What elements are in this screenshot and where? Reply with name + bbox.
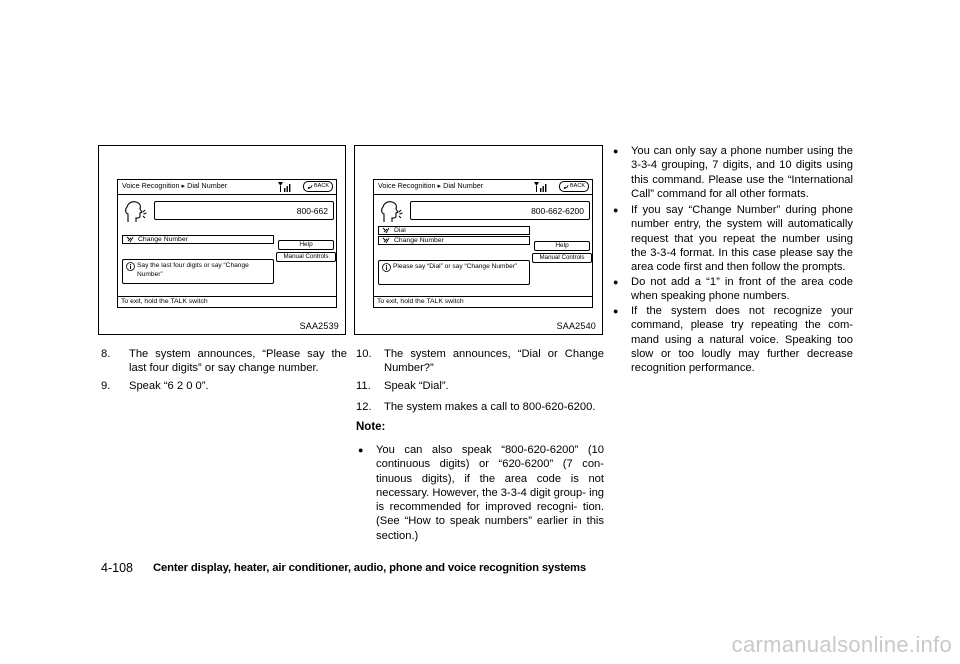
back-label: BACK — [314, 183, 329, 189]
speaking-head-icon — [124, 200, 150, 224]
back-button[interactable] — [303, 181, 333, 192]
step-text: The system announces, “Please say the last four digits” or say change number. — [129, 348, 347, 375]
bullet-text: If you say “Change Number” during phone number entry, the system will automatically request that you repeat the number using the 3-3-4 format. In this case please say the area code first and then follow the prompts. — [631, 204, 853, 274]
voice-command-icon — [382, 227, 391, 234]
note-label: Note: — [356, 421, 386, 433]
prompt-box — [122, 259, 274, 284]
voice-recognition-screen — [373, 179, 593, 308]
dialed-number: 800-662 — [296, 206, 328, 216]
voice-recognition-screen — [117, 179, 337, 308]
info-icon — [126, 262, 135, 271]
screen-title: Voice Recognition ▸ Dial Number — [122, 181, 228, 190]
figure-code: SAA2539 — [299, 321, 339, 331]
bullet-text: You can also speak “800-620-6200” (10 continuous digits) or “620-6200” (7 con- tinuous digits), if the area code is not necessary. However, the 3-3-4 digit group- ing is recommended for improved recogni- tion. (See “How to speak numbers” earlier in this section.) — [376, 444, 605, 542]
menu-item-change-number[interactable] — [378, 236, 530, 245]
bullet-dot: ● — [613, 146, 619, 156]
step-text: The system makes a call to 800-620-6200. — [384, 401, 596, 413]
back-arrow-icon — [563, 184, 569, 189]
manual-controls-button[interactable]: Manual Controls — [276, 252, 336, 262]
step-8 — [101, 347, 347, 377]
menu-item-change-number[interactable] — [122, 235, 274, 244]
prompt-box — [378, 260, 530, 285]
screen-header — [374, 180, 592, 195]
help-button[interactable]: Help — [534, 241, 590, 251]
info-icon — [382, 263, 391, 272]
figure-dial-number-complete — [354, 145, 603, 335]
prompt-text: Please say “Dial” or say “Change Number” — [393, 263, 518, 270]
step-11 — [356, 379, 604, 395]
step-9 — [101, 379, 347, 395]
figure-code: SAA2540 — [556, 321, 596, 331]
help-button[interactable]: Help — [278, 240, 334, 250]
bullet-dot: ● — [613, 277, 619, 287]
manual-controls-button[interactable]: Manual Controls — [532, 253, 592, 263]
exit-instruction: To exit, hold the TALK switch — [118, 296, 336, 307]
step-10 — [356, 347, 604, 377]
number-display — [410, 201, 590, 220]
voice-command-icon — [382, 237, 391, 244]
menu-item-label: Change Number — [138, 236, 188, 243]
step-number: 10. — [356, 348, 372, 360]
step-text: Speak “Dial”. — [384, 380, 449, 392]
back-arrow-icon — [307, 184, 313, 189]
step-text: Speak “6 2 0 0”. — [129, 380, 209, 392]
number-display — [154, 201, 334, 220]
bullet-dot: ● — [613, 205, 619, 215]
bullet-text: You can only say a phone number using the 3-3-4 grouping, 7 digits, and 10 digits using this command. Please use the “International Call” command for all other formats. — [631, 145, 853, 200]
bullet-text: If the system does not recognize your command, please try repeating the com- mand using a natural voice. Speaking too slow or too loudly may further decrease recognition performance. — [631, 305, 853, 375]
chapter-title: Center display, heater, air conditioner, audio, phone and voice recognition systems — [153, 562, 587, 574]
step-number: 8. — [101, 348, 111, 360]
screen-header — [118, 180, 336, 195]
bullet-text: Do not add a “1” in front of the area code when speaking phone numbers. — [631, 276, 853, 303]
back-button[interactable] — [559, 181, 589, 192]
step-12 — [356, 400, 604, 416]
page-number: 4-108 — [101, 561, 133, 575]
figure-dial-number-partial — [98, 145, 346, 335]
menu-item-label: Change Number — [394, 237, 444, 244]
step-text: The system announces, “Dial or Change Number?” — [384, 348, 604, 375]
bullet-dot: ● — [613, 306, 619, 316]
step-number: 11. — [356, 380, 371, 392]
step-number: 9. — [101, 380, 111, 392]
dialed-number: 800-662-6200 — [531, 206, 584, 216]
prompt-text: Say the last four digits or say “Change Number” — [137, 262, 249, 278]
bullet-dot: ● — [358, 445, 364, 455]
menu-item-dial[interactable] — [378, 226, 530, 235]
signal-strength-icon — [278, 182, 292, 192]
voice-command-icon — [126, 236, 135, 243]
exit-instruction: To exit, hold the TALK switch — [374, 296, 592, 307]
speaking-head-icon — [380, 200, 406, 224]
menu-item-label: Dial — [394, 227, 406, 234]
watermark: carmanualsonline.info — [731, 632, 952, 657]
step-number: 12. — [356, 401, 372, 413]
screen-title: Voice Recognition ▸ Dial Number — [378, 181, 484, 190]
signal-strength-icon — [534, 182, 548, 192]
back-label: BACK — [570, 183, 585, 189]
